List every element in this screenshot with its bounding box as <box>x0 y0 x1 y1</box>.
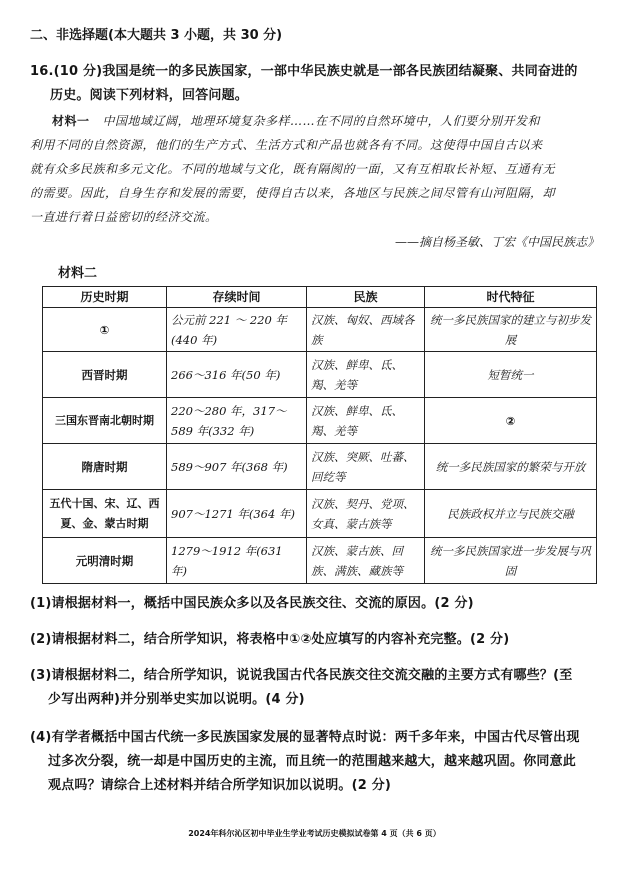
material-2-label: 材料二 <box>58 266 98 281</box>
ethnic-cell: 汉族、鲜卑、氐、羯、羌等 <box>307 398 425 444</box>
material-1-line-3: 就有众多民族和多元文化。不同的地域与文化，既有隔阂的一面，又有互相取长补短、互通有无 <box>30 162 556 176</box>
period-cell: 隋唐时期 <box>43 444 167 490</box>
header-time: 存续时间 <box>167 287 307 308</box>
material-1-source: ——摘自杨圣敏、丁宏《中国民族志》 <box>394 235 599 249</box>
question-16-line-2: 历史。阅读下列材料，回答问题。 <box>50 88 249 103</box>
period-cell: 三国东晋南北朝时期 <box>43 398 167 444</box>
feature-cell: 统一多民族国家的繁荣与开放 <box>425 444 597 490</box>
ethnic-cell: 汉族、蒙古族、回族、满族、藏族等 <box>307 538 425 584</box>
material-1-line-4: 的需要。因此，自身生存和发展的需要，使得自古以来，各地区与民族之间尽管有山河阻隔，却 <box>30 186 556 200</box>
blank-2-cell: ② <box>425 398 597 444</box>
table-row <box>43 490 597 538</box>
table-row <box>43 538 597 584</box>
time-cell: 266～316 年(50 年) <box>167 352 307 398</box>
time-cell: 907～1271 年(364 年) <box>167 490 307 538</box>
page-footer: 2024年科尔沁区初中毕业生学业考试历史模拟试卷第 4 页（共 6 页） <box>188 829 441 838</box>
material-1-line-5: 一直进行着日益密切的经济交流。 <box>30 210 218 224</box>
question-3-line-1: (3)请根据材料二，结合所学知识，说说我国古代各民族交往交流交融的主要方式有哪些？(至 <box>30 668 573 683</box>
question-1: (1)请根据材料一，概括中国民族众多以及各民族交往、交流的原因。(2 分) <box>30 596 474 611</box>
ethnic-cell: 汉族、鲜卑、氐、羯、羌等 <box>307 352 425 398</box>
section-title: 二、非选择题(本大题共 3 小题，共 30 分) <box>30 28 283 43</box>
table-header-row <box>43 287 597 308</box>
question-4-line-2: 过多次分裂，统一却是中国历史的主流，而且统一的范围越来越大，越来越巩固。你同意此 <box>48 754 577 769</box>
material-1-label: 材料一 <box>52 114 90 128</box>
time-cell: 1279～1912 年(631 年) <box>167 538 307 584</box>
blank-1-cell: ① <box>43 308 167 352</box>
material-1-line-1: 材料一 中国地域辽阔，地理环境复杂多样……在不同的自然环境中，人们要分别开发和 <box>52 114 540 128</box>
header-feature: 时代特征 <box>425 287 597 308</box>
time-cell: 公元前 221 ～ 220 年(440 年) <box>167 308 307 352</box>
time-cell: 589～907 年(368 年) <box>167 444 307 490</box>
table-row <box>43 398 597 444</box>
ethnic-cell: 汉族、契丹、党项、女真、蒙古族等 <box>307 490 425 538</box>
period-cell: 五代十国、宋、辽、西夏、金、蒙古时期 <box>43 490 167 538</box>
material-1-line-2: 利用不同的自然资源，他们的生产方式、生活方式和产品也就各有不同。这使得中国自古以来 <box>30 138 543 152</box>
question-2: (2)请根据材料二，结合所学知识，将表格中①②处应填写的内容补充完整。(2 分) <box>30 632 510 647</box>
question-4-line-1: (4)有学者概括中国古代统一多民族国家发展的显著特点时说：两千多年来，中国古代尽管出现 <box>30 730 580 745</box>
table-row <box>43 308 597 352</box>
table-row <box>43 444 597 490</box>
question-4-line-3: 观点吗？请综合上述材料并结合所学知识加以说明。(2 分) <box>48 778 392 793</box>
question-16-line-1: 16.(10 分)我国是统一的多民族国家，一部中华民族史就是一部各民族团结凝聚、共同奋进的 <box>30 64 578 79</box>
feature-cell: 统一多民族国家进一步发展与巩固 <box>425 538 597 584</box>
header-ethnic: 民族 <box>307 287 425 308</box>
period-cell: 元明清时期 <box>43 538 167 584</box>
feature-cell: 民族政权并立与民族交融 <box>425 490 597 538</box>
feature-cell: 统一多民族国家的建立与初步发展 <box>425 308 597 352</box>
ethnic-cell: 汉族、匈奴、西域各族 <box>307 308 425 352</box>
time-cell: 220～280 年，317～589 年(332 年) <box>167 398 307 444</box>
question-3-line-2: 少写出两种)并分别举史实加以说明。(4 分) <box>48 692 305 707</box>
header-period: 历史时期 <box>43 287 167 308</box>
table-row <box>43 352 597 398</box>
period-cell: 西晋时期 <box>43 352 167 398</box>
feature-cell: 短暂统一 <box>425 352 597 398</box>
ethnic-cell: 汉族、突厥、吐蕃、回纥等 <box>307 444 425 490</box>
history-periods-table <box>42 286 597 584</box>
